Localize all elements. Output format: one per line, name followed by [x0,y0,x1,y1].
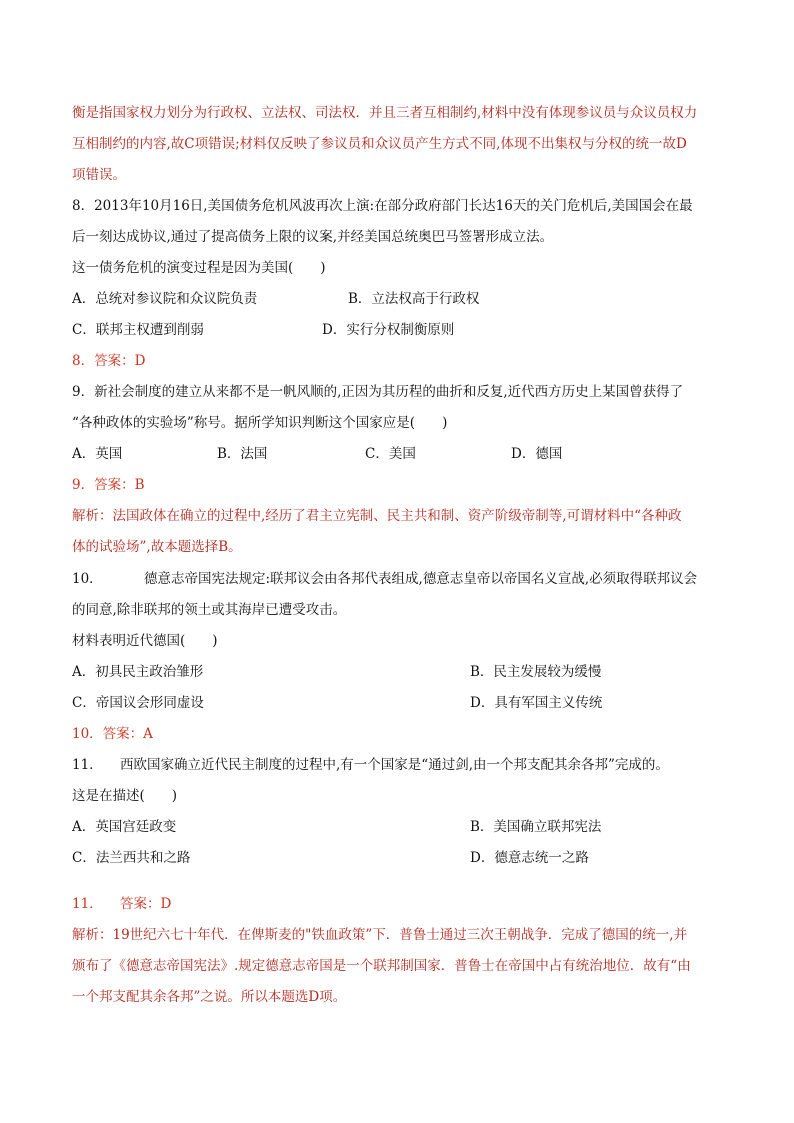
option-d: D．德国 [511,446,563,462]
question-stem-line: “各种政体的实验场”称号。据所学知识判断这个国家应是( ) [72,415,448,431]
option-c: C．法兰西共和之路 [72,850,191,866]
option-d: D．德意志统一之路 [470,850,589,866]
options-row [72,812,722,843]
options-row [72,843,722,874]
question-9 [72,377,722,563]
answer: 8．答案：D [72,353,146,369]
option-b: B．法国 [217,446,268,462]
question-stem-line [72,564,722,595]
question-stem-line: 材料表明近代德国( ) [72,633,218,649]
question-number: 11． [72,757,103,773]
question-stem-line [72,750,722,781]
options-row [72,657,722,688]
answer: 10．答案：A [72,726,153,742]
answer-number: 11． [72,896,103,912]
answer-text: 答案：D [120,896,172,912]
option-b: B．立法权高于行政权 [348,291,480,307]
option-b: B．美国确立联邦宪法 [470,819,602,835]
options-row [72,284,722,315]
explanation-line: 衡是指国家权力划分为行政权、立法权、司法权．并且三者互相制约,材料中没有体现参议员与众议员权力 [72,105,698,121]
option-a: A．初具民主政治雏形 [72,664,204,680]
options-row [72,315,722,346]
option-c: C．联邦主权遭到削弱 [72,322,204,338]
question-stem-line: 8．2013年10月16日,美国债务危机风波再次上演:在部分政府部门长达16天的关门危机后,美国国会在最 [72,198,693,214]
explanation-line: 解析：19世纪六七十年代．在俾斯麦的"铁血政策”下．普鲁士通过三次王朝战争．完成了德国的统一,并 [72,927,688,943]
options-row [72,439,722,470]
question-stem-text: 德意志帝国宪法规定:联邦议会由各邦代表组成,德意志皇帝以帝国名义宣战,必须取得联邦议会 [144,571,698,587]
options-row [72,688,722,719]
option-a: A．英国宫廷政变 [72,819,177,835]
explanation-line: 体的试验场”,故本题选择B。 [72,539,242,555]
explanation-line: 一个邦支配其余各邦”之说。所以本题选D项。 [72,989,347,1005]
question-number: 10． [72,571,103,587]
option-d: D．实行分权制衡原则 [322,322,455,338]
question-11-solution [72,889,722,1013]
question-stem-line: 这是在描述( ) [72,788,178,804]
option-a: A．总统对参议院和众议院负责 [72,291,258,307]
explanation-line: 颁布了《德意志帝国宪法》.规定德意志帝国是一个联邦制国家．普鲁士在帝国中占有统治地位．故有“由 [72,958,691,974]
answer [72,889,722,920]
answer: 9．答案：B [72,477,145,493]
option-d: D．具有军国主义传统 [470,695,603,711]
option-c: C．帝国议会形同虚设 [72,695,204,711]
explanation-line: 互相制约的内容,故C项错误;材料仅反映了参议员和众议员产生方式不同,体现不出集权与分权的统一故D [72,136,687,152]
question-stem-line: 9．新社会制度的建立从来都不是一帆风顺的,正因为其历程的曲折和反复,近代西方历史上某国曾获得了 [72,384,684,400]
question-stem-line: 后一刻达成协议,通过了提高债务上限的议案,并经美国总统奥巴马签署形成立法。 [72,229,554,245]
explanation-line: 项错误。 [72,167,126,183]
option-c: C．美国 [365,446,416,462]
question-stem-text: 西欧国家确立近代民主制度的过程中,有一个国家是“通过剑,由一个邦支配其余各邦”完成的。 [120,757,669,773]
question-stem-line: 这一债务危机的演变过程是因为美国( ) [72,260,326,276]
question-10 [72,564,722,750]
question-stem-line: 的同意,除非联邦的领土或其海岸已遭受攻击。 [72,602,347,618]
question-8 [72,191,722,377]
option-a: A．英国 [72,446,123,462]
question-11 [72,750,722,874]
option-b: B．民主发展较为缓慢 [470,664,602,680]
explanation-line: 解析：法国政体在确立的过程中,经历了君主立宪制、民主共和制、资产阶级帝制等,可谓材料中“各种政 [72,508,682,524]
previous-explanation [72,98,722,191]
